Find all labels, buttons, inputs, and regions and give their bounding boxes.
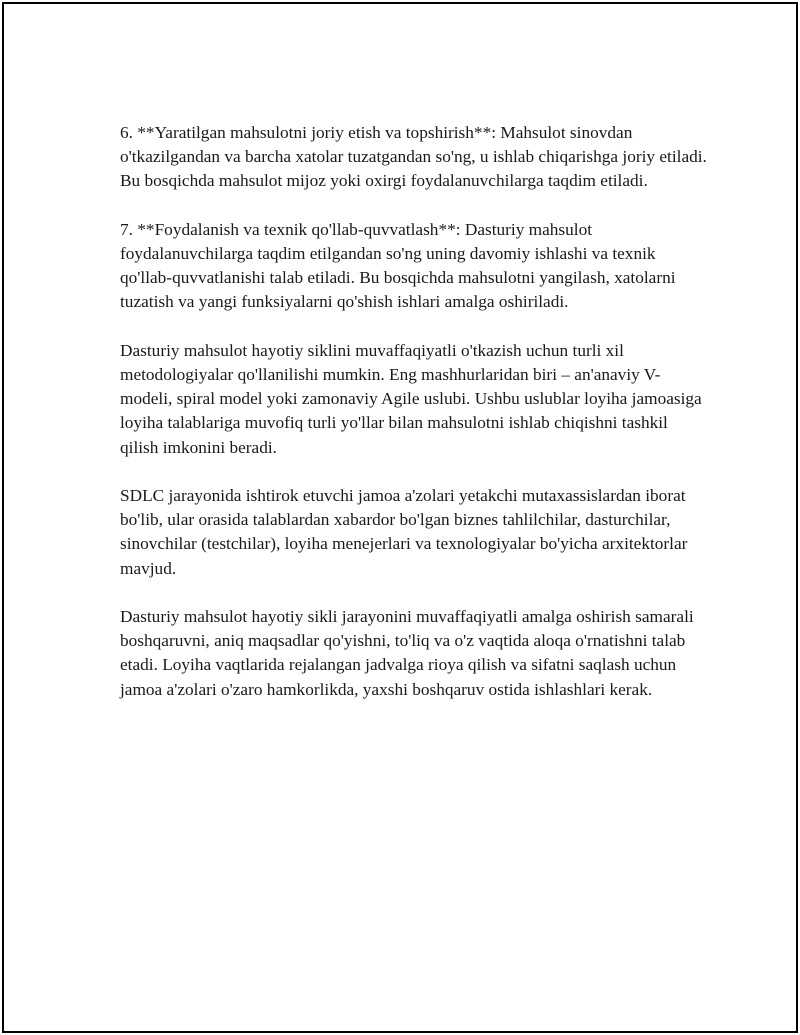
paragraph-team-members: SDLC jarayonida ishtirok etuvchi jamoa a'zolari yetakchi mutaxassislardan iborat bo'lib, ular orasida talablardan xabardor bo'lgan biznes tahlilchilar, dasturchilar, sinovchilar (testchilar), loyiha menejerlari va texnologiyalar bo'yicha arxitektorlar mavjud. xyxy=(120,486,688,578)
paragraph-methodologies: Dasturiy mahsulot hayotiy siklini muvaffaqiyatli o'tkazish uchun turli xil metodologiyalar qo'llanilishi mumkin. Eng mashhurlaridan biri – an'anaviy V-modeli, spiral model yoki zamonaviy Agile uslubi. Ushbu uslublar loyiha jamoasiga loyiha talablariga muvofiq turli yo'llar bilan mahsulotni ishlab chiqishni tashkil qilish imkonini beradi. xyxy=(120,340,702,457)
paragraph-step-7: 7. **Foydalanish va texnik qo'llab-quvvatlash**: Dasturiy mahsulot foydalanuvchilarga taqdim etilgandan so'ng uning davomiy ishlashi va texnik qo'llab-quvvatlanishi talab etiladi. Bu bosqichda mahsulotni yangilash, xatolarni tuzatish va yangi funksiyalarni qo'shish ishlari amalga oshiriladi. xyxy=(120,219,676,312)
document-body xyxy=(120,121,710,702)
paragraph-step-6: 6. **Yaratilgan mahsulotni joriy etish va topshirish**: Mahsulot sinovdan o'tkazilgandan va barcha xatolar tuzatgandan so'ng, u ishlab chiqarishga joriy etiladi. Bu bosqichda mahsulot mijoz yoki oxirgi foydalanuvchilarga taqdim etiladi. xyxy=(120,123,707,191)
paragraph-management: Dasturiy mahsulot hayotiy sikli jarayonini muvaffaqiyatli amalga oshirish samarali boshqaruvni, aniq maqsadlar qo'yishni, to'liq va o'z vaqtida aloqa o'rnatishni talab etadi. Loyiha vaqtlarida rejalangan jadvalga rioya qilish va sifatni saqlash uchun jamoa a'zolari o'zaro hamkorlikda, yaxshi boshqaruv ostida ishlashlari kerak. xyxy=(120,607,694,699)
page-frame xyxy=(2,2,798,1033)
